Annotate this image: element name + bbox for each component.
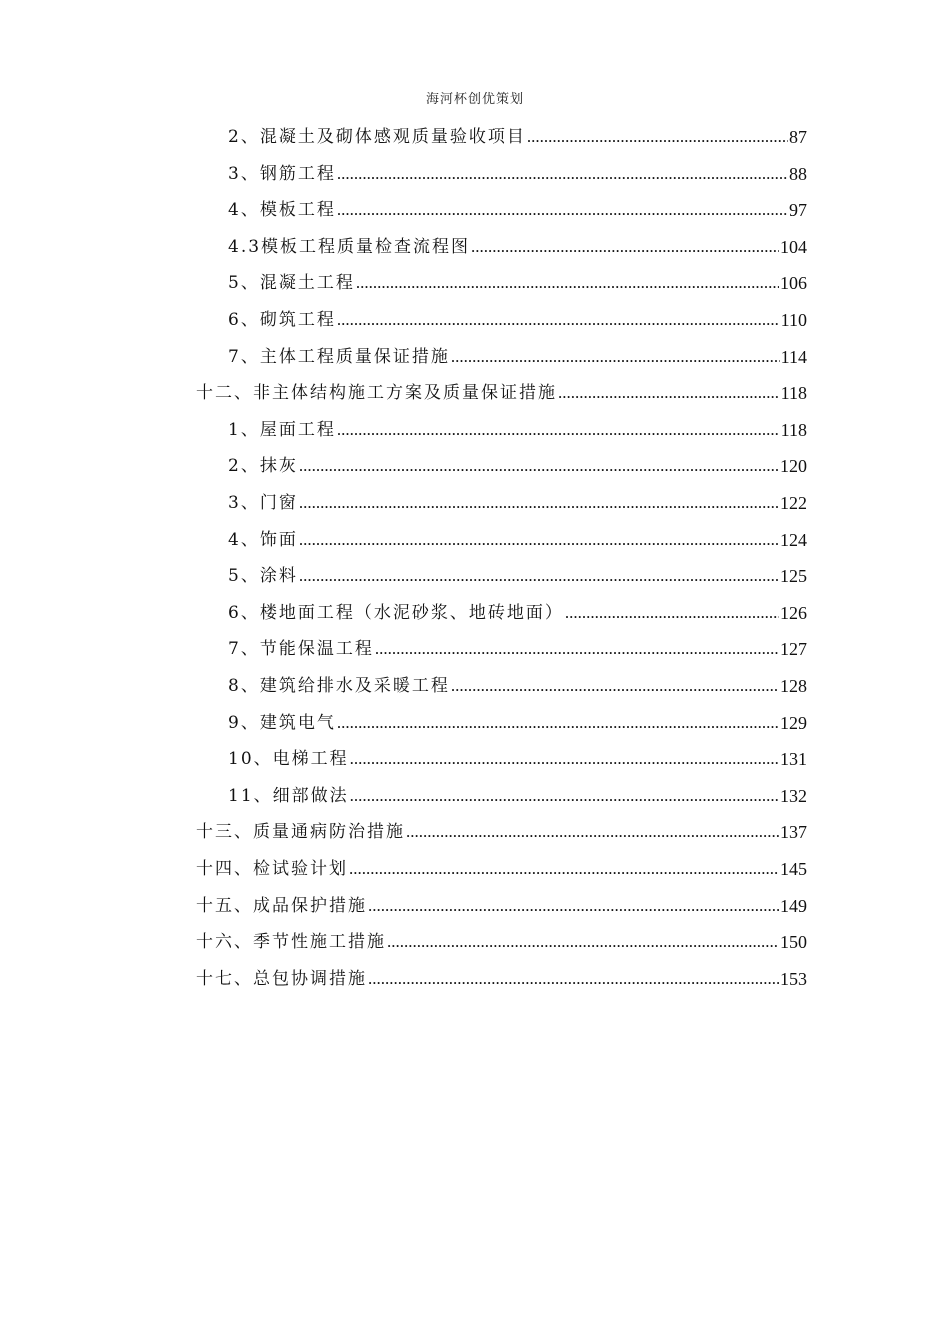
toc-dot-leader	[349, 854, 779, 884]
toc-entry-label: 3、门窗	[228, 493, 298, 513]
toc-entry[interactable]	[228, 525, 807, 555]
toc-entry-page-number: 88	[789, 163, 807, 184]
toc-entry-label: 十三、质量通病防治措施	[196, 822, 405, 843]
toc-entry-label: 10、电梯工程	[228, 749, 349, 770]
toc-dot-leader	[299, 561, 779, 591]
toc-entry[interactable]	[228, 342, 807, 372]
toc-entry-label: 6、楼地面工程（水泥砂浆、地砖地面）	[228, 602, 564, 623]
toc-entry-label: 11、细部做法	[228, 785, 349, 806]
toc-entry[interactable]	[228, 708, 807, 738]
toc-entry-label: 5、混凝土工程	[228, 273, 355, 294]
toc-dot-leader	[368, 891, 779, 921]
toc-dot-leader	[337, 159, 788, 189]
toc-entry[interactable]	[228, 195, 807, 225]
toc-entry-page-number: 125	[780, 566, 807, 587]
toc-entry-page-number: 106	[780, 273, 807, 294]
toc-dot-leader	[299, 525, 779, 555]
toc-dot-leader	[337, 415, 780, 445]
toc-entry-page-number: 118	[780, 383, 807, 404]
toc-entry-page-number: 131	[780, 749, 807, 770]
toc-entry-label: 3、钢筋工程	[228, 163, 336, 184]
toc-entry-page-number: 126	[780, 602, 807, 623]
toc-entry-page-number: 87	[789, 127, 807, 147]
toc-entry[interactable]	[196, 817, 807, 847]
toc-entry[interactable]	[228, 781, 807, 811]
toc-dot-leader	[350, 781, 779, 811]
toc-entry-label: 8、建筑给排水及采暖工程	[228, 676, 450, 696]
toc-entry[interactable]	[228, 159, 807, 189]
toc-dot-leader	[375, 634, 779, 664]
toc-entry-page-number: 118	[780, 419, 807, 440]
toc-entry-page-number: 153	[780, 968, 807, 989]
toc-dot-leader	[299, 451, 779, 481]
toc-dot-leader	[558, 378, 780, 408]
toc-entry[interactable]	[196, 854, 807, 884]
toc-entry-page-number: 97	[789, 200, 807, 221]
toc-entry[interactable]	[228, 671, 807, 701]
toc-entry-page-number: 127	[780, 639, 807, 660]
toc-entry[interactable]	[228, 598, 807, 628]
toc-entry-page-number: 114	[780, 346, 807, 367]
toc-entry-page-number: 124	[780, 529, 807, 550]
toc-entry[interactable]	[228, 415, 807, 445]
toc-entry-page-number: 137	[780, 822, 807, 843]
toc-dot-leader	[451, 342, 780, 372]
toc-entry-label: 1、屋面工程	[228, 419, 336, 440]
toc-entry-label: 4、饰面	[228, 529, 298, 550]
toc-entry-label: 十七、总包协调措施	[196, 968, 367, 989]
toc-dot-leader	[368, 964, 779, 994]
toc-entry[interactable]	[228, 305, 807, 335]
toc-dot-leader	[406, 817, 779, 847]
toc-entry-label: 2、抹灰	[228, 456, 298, 477]
toc-entry-label: 9、建筑电气	[228, 712, 336, 733]
toc-entry-page-number: 110	[780, 310, 807, 330]
toc-entry[interactable]	[228, 561, 807, 591]
toc-entry[interactable]	[196, 891, 807, 921]
toc-dot-leader	[337, 305, 780, 335]
toc-entry-label: 4.3模板工程质量检查流程图	[228, 236, 471, 257]
toc-dot-leader	[527, 122, 788, 152]
toc-entry-label: 7、节能保温工程	[228, 639, 374, 660]
toc-entry-label: 十四、检试验计划	[196, 859, 348, 879]
toc-entry[interactable]	[196, 927, 807, 957]
toc-dot-leader	[387, 927, 779, 957]
toc-dot-leader	[565, 598, 779, 628]
toc-entry[interactable]	[228, 488, 807, 518]
toc-entry-label: 5、涂料	[228, 566, 298, 587]
toc-entry-page-number: 132	[780, 785, 807, 806]
toc-entry[interactable]	[228, 744, 807, 774]
toc-entry-page-number: 128	[780, 676, 807, 696]
toc-entry[interactable]	[228, 122, 807, 152]
toc-entry[interactable]	[228, 232, 807, 262]
toc-entry-page-number: 145	[780, 859, 807, 879]
toc-entry[interactable]	[196, 964, 807, 994]
toc-entry-label: 7、主体工程质量保证措施	[228, 346, 450, 367]
toc-dot-leader	[337, 708, 779, 738]
toc-dot-leader	[471, 232, 779, 262]
toc-dot-leader	[356, 268, 779, 298]
toc-dot-leader	[350, 744, 779, 774]
toc-entry-label: 十五、成品保护措施	[196, 895, 367, 916]
toc-entry-page-number: 122	[780, 493, 807, 513]
toc-entry-label: 2、混凝土及砌体感观质量验收项目	[228, 127, 526, 147]
toc-entry[interactable]	[228, 451, 807, 481]
toc-entry-page-number: 149	[780, 895, 807, 916]
toc-entry-label: 十六、季节性施工措施	[196, 932, 386, 953]
toc-entry[interactable]	[228, 268, 807, 298]
toc-entry[interactable]	[196, 378, 807, 408]
page-header-title: 海河杯创优策划	[425, 92, 524, 107]
toc-dot-leader	[299, 488, 779, 518]
toc-dot-leader	[451, 671, 779, 701]
toc-entry-page-number: 104	[780, 236, 807, 257]
toc-entry-label: 6、砌筑工程	[228, 310, 336, 330]
toc-entry-page-number: 150	[780, 932, 807, 953]
toc-dot-leader	[337, 195, 788, 225]
toc-entry[interactable]	[228, 634, 807, 664]
toc-entry-label: 4、模板工程	[228, 200, 336, 221]
toc-entry-page-number: 129	[780, 712, 807, 733]
toc-entry-label: 十二、非主体结构施工方案及质量保证措施	[196, 383, 557, 404]
toc-entry-page-number: 120	[780, 456, 807, 477]
